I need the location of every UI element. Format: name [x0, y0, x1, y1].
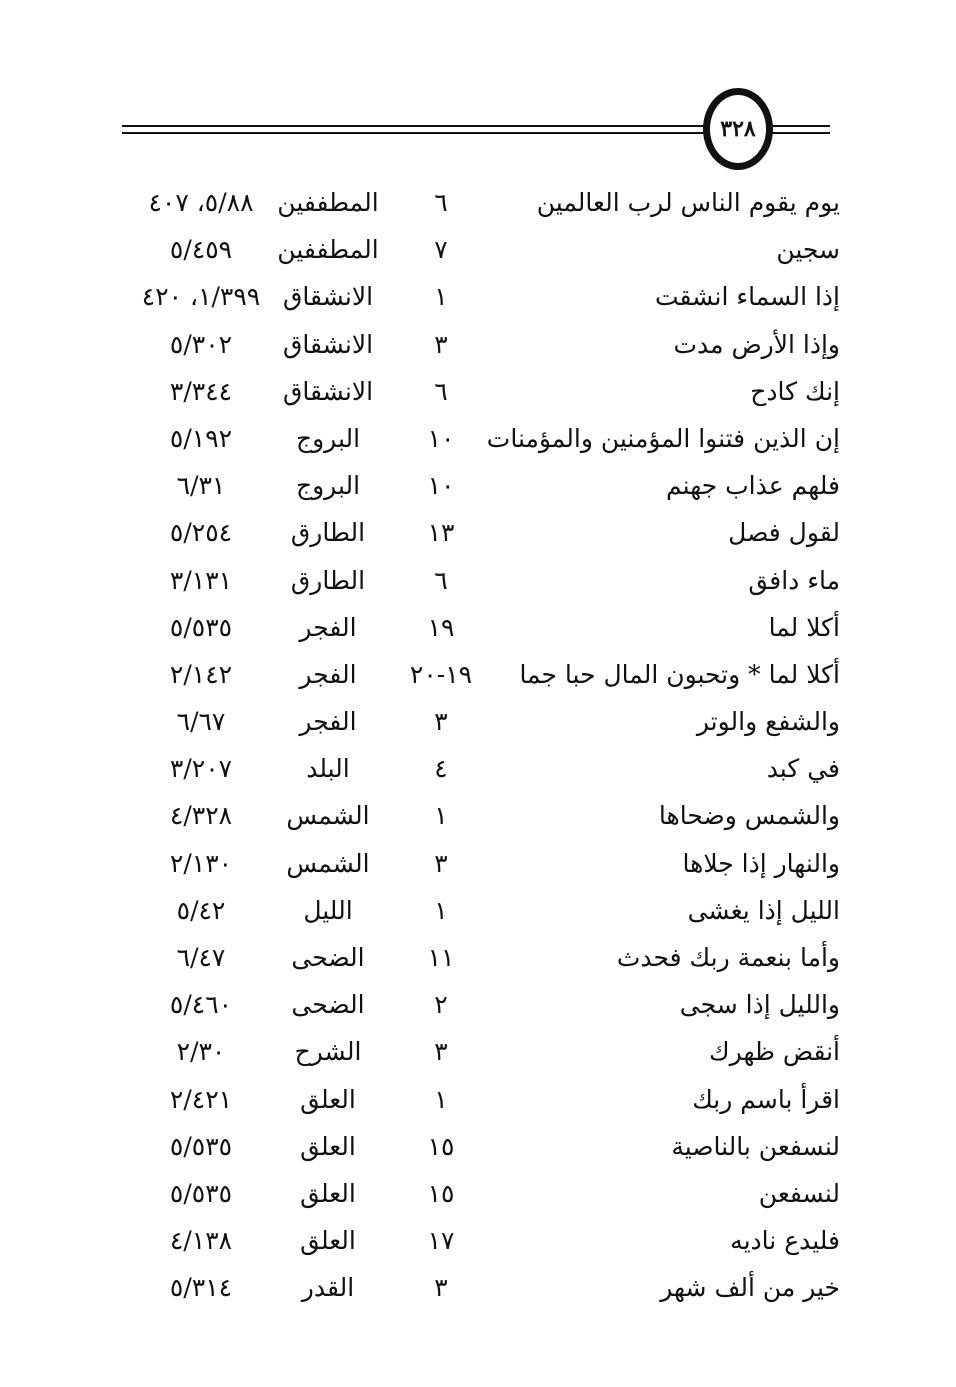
volume-page-reference: ٦/٣١: [176, 471, 226, 501]
volume-page-reference: ٣/٣٤٤: [169, 376, 233, 406]
volume-page-reference: ٥/٣١٤: [169, 1273, 233, 1303]
surah-name: المطففين: [277, 235, 379, 265]
ayah-number: ١: [434, 801, 448, 831]
surah-name: الشمس: [286, 801, 370, 831]
verse-text: لنسفعن بالناصية: [671, 1131, 840, 1161]
table-row: [0, 278, 956, 325]
table-row: [0, 845, 956, 892]
verse-index-table: [0, 184, 956, 1317]
surah-name: الطارق: [290, 565, 366, 595]
verse-text: يوم يقوم الناس لرب العالمين: [536, 188, 840, 217]
table-row: [0, 939, 956, 986]
ayah-number: ١٧: [427, 1226, 455, 1256]
ayah-number: ١٠: [427, 423, 455, 453]
volume-page-reference: ٢/٤٢١: [169, 1084, 233, 1114]
table-row: [0, 467, 956, 514]
verse-text: ماء دافق: [748, 565, 840, 595]
volume-page-reference: ٥/٤٥٩: [169, 235, 233, 265]
header-rule-bottom-right: [770, 132, 830, 134]
table-row: [0, 750, 956, 797]
table-row: [0, 656, 956, 703]
ayah-number: ١٩-٢٠: [409, 659, 473, 689]
volume-page-reference: ٤/٣٢٨: [169, 801, 233, 831]
verse-text: والنهار إذا جلاها: [682, 848, 840, 878]
volume-page-reference: ٥/٤٢: [176, 895, 226, 925]
verse-text: والليل إذا سجى: [679, 990, 840, 1020]
surah-name: الفجر: [299, 612, 357, 642]
ayah-number: ٢: [434, 990, 448, 1020]
surah-name: الضحى: [291, 943, 365, 972]
volume-page-reference: ٢/٣٠: [176, 1037, 226, 1067]
ayah-number: ٣: [434, 707, 448, 737]
surah-name: الفجر: [299, 659, 357, 689]
surah-name: الطارق: [290, 518, 366, 548]
surah-name: العلق: [300, 1178, 356, 1208]
verse-text: إذا السماء انشقت: [654, 282, 840, 312]
table-row: [0, 703, 956, 750]
table-row: [0, 420, 956, 467]
volume-page-reference: ٥/٥٣٥: [169, 612, 233, 642]
ayah-number: ٣: [434, 1037, 448, 1067]
table-row: [0, 1175, 956, 1222]
verse-text: والشمس وضحاها: [658, 801, 840, 831]
volume-page-reference: ٥/٥٣٥: [169, 1178, 233, 1208]
surah-name: الليل: [303, 895, 353, 925]
volume-page-reference: ٥/٥٣٥: [169, 1131, 233, 1161]
verse-text: الليل إذا يغشى: [687, 895, 840, 925]
ayah-number: ١٠: [427, 471, 455, 501]
surah-name: الانشقاق: [282, 282, 374, 312]
verse-text: سجين: [776, 235, 840, 265]
surah-name: القدر: [301, 1273, 355, 1303]
table-row: [0, 892, 956, 939]
verse-text: أكلا لما * وتحبون المال حبا جما: [519, 659, 840, 689]
table-row: [0, 797, 956, 844]
surah-name: الضحى: [291, 990, 365, 1020]
page-header: [0, 0, 956, 180]
volume-page-reference: ٦/٦٧: [176, 707, 226, 737]
table-row: [0, 986, 956, 1033]
ayah-number: ٦: [434, 376, 448, 406]
ayah-number: ١٥: [427, 1178, 455, 1208]
verse-text: إنك كادح: [750, 376, 840, 406]
table-row: [0, 1222, 956, 1269]
table-row: [0, 1128, 956, 1175]
verse-text: فليدع ناديه: [730, 1226, 840, 1256]
surah-name: المطففين: [277, 188, 379, 217]
volume-page-reference: ٥/٣٠٢: [169, 329, 233, 359]
verse-text: أكلا لما: [768, 612, 840, 642]
verse-text: إن الذين فتنوا المؤمنين والمؤمنات: [486, 423, 840, 453]
ayah-number: ١: [434, 1084, 448, 1114]
verse-text: خير من ألف شهر: [660, 1273, 840, 1303]
ayah-number: ١: [434, 282, 448, 312]
verse-text: فلهم عذاب جهنم: [666, 471, 840, 501]
table-row: [0, 562, 956, 609]
header-rule-top: [122, 125, 708, 127]
ayah-number: ٦: [434, 188, 448, 217]
table-row: [0, 1081, 956, 1128]
surah-name: البروج: [295, 471, 361, 501]
table-row: [0, 373, 956, 420]
verse-text: اقرأ باسم ربك: [692, 1084, 840, 1114]
surah-name: الشرح: [294, 1037, 362, 1067]
volume-page-reference: ٣/٢٠٧: [169, 754, 233, 784]
volume-page-reference: ٥/١٩٢: [169, 423, 233, 453]
verse-text: أنقض ظهرك: [709, 1037, 840, 1067]
volume-page-reference: ٢/١٣٠: [169, 848, 233, 878]
surah-name: العلق: [300, 1084, 356, 1114]
verse-text: وأما بنعمة ربك فحدث: [616, 943, 840, 972]
verse-text: والشفع والوتر: [696, 707, 840, 737]
verse-text: لقول فصل: [728, 518, 840, 548]
volume-page-reference: ٢/١٤٢: [169, 659, 233, 689]
ayah-number: ٤: [434, 754, 448, 784]
surah-name: الانشقاق: [282, 329, 374, 359]
volume-page-reference: ٥/٤٦٠: [169, 990, 233, 1020]
ayah-number: ١: [434, 895, 448, 925]
ayah-number: ٧: [434, 235, 448, 265]
volume-page-reference: ١/٣٩٩، ٤٢٠: [141, 282, 261, 312]
table-row: [0, 1269, 956, 1316]
table-row: [0, 1033, 956, 1080]
surah-name: الشمس: [286, 848, 370, 878]
volume-page-reference: ٣/١٣١: [169, 565, 233, 595]
ayah-number: ٦: [434, 565, 448, 595]
table-row: [0, 609, 956, 656]
surah-name: العلق: [300, 1226, 356, 1256]
volume-page-reference: ٥/٨٨، ٤٠٧: [148, 188, 254, 217]
table-row: [0, 326, 956, 373]
surah-name: البروج: [295, 423, 361, 453]
ayah-number: ٣: [434, 1273, 448, 1303]
ayah-number: ١١: [427, 943, 455, 972]
volume-page-reference: ٤/١٣٨: [169, 1226, 233, 1256]
surah-name: الانشقاق: [282, 376, 374, 406]
table-row: [0, 184, 956, 231]
ayah-number: ١٩: [427, 612, 455, 642]
verse-text: في كبد: [766, 754, 840, 784]
surah-name: البلد: [306, 754, 350, 784]
ayah-number: ١٥: [427, 1131, 455, 1161]
ayah-number: ٣: [434, 848, 448, 878]
surah-name: الفجر: [299, 707, 357, 737]
verse-text: لنسفعن: [758, 1178, 840, 1208]
table-row: [0, 514, 956, 561]
table-row: [0, 231, 956, 278]
volume-page-reference: ٥/٢٥٤: [169, 518, 233, 548]
header-rule-top-right: [770, 125, 830, 127]
volume-page-reference: ٦/٤٧: [176, 943, 226, 972]
surah-name: العلق: [300, 1131, 356, 1161]
header-rule-bottom: [122, 132, 708, 134]
verse-text: وإذا الأرض مدت: [673, 329, 840, 359]
page-number: ٣٢٨: [703, 88, 773, 170]
ayah-number: ١٣: [427, 518, 455, 548]
ayah-number: ٣: [434, 329, 448, 359]
